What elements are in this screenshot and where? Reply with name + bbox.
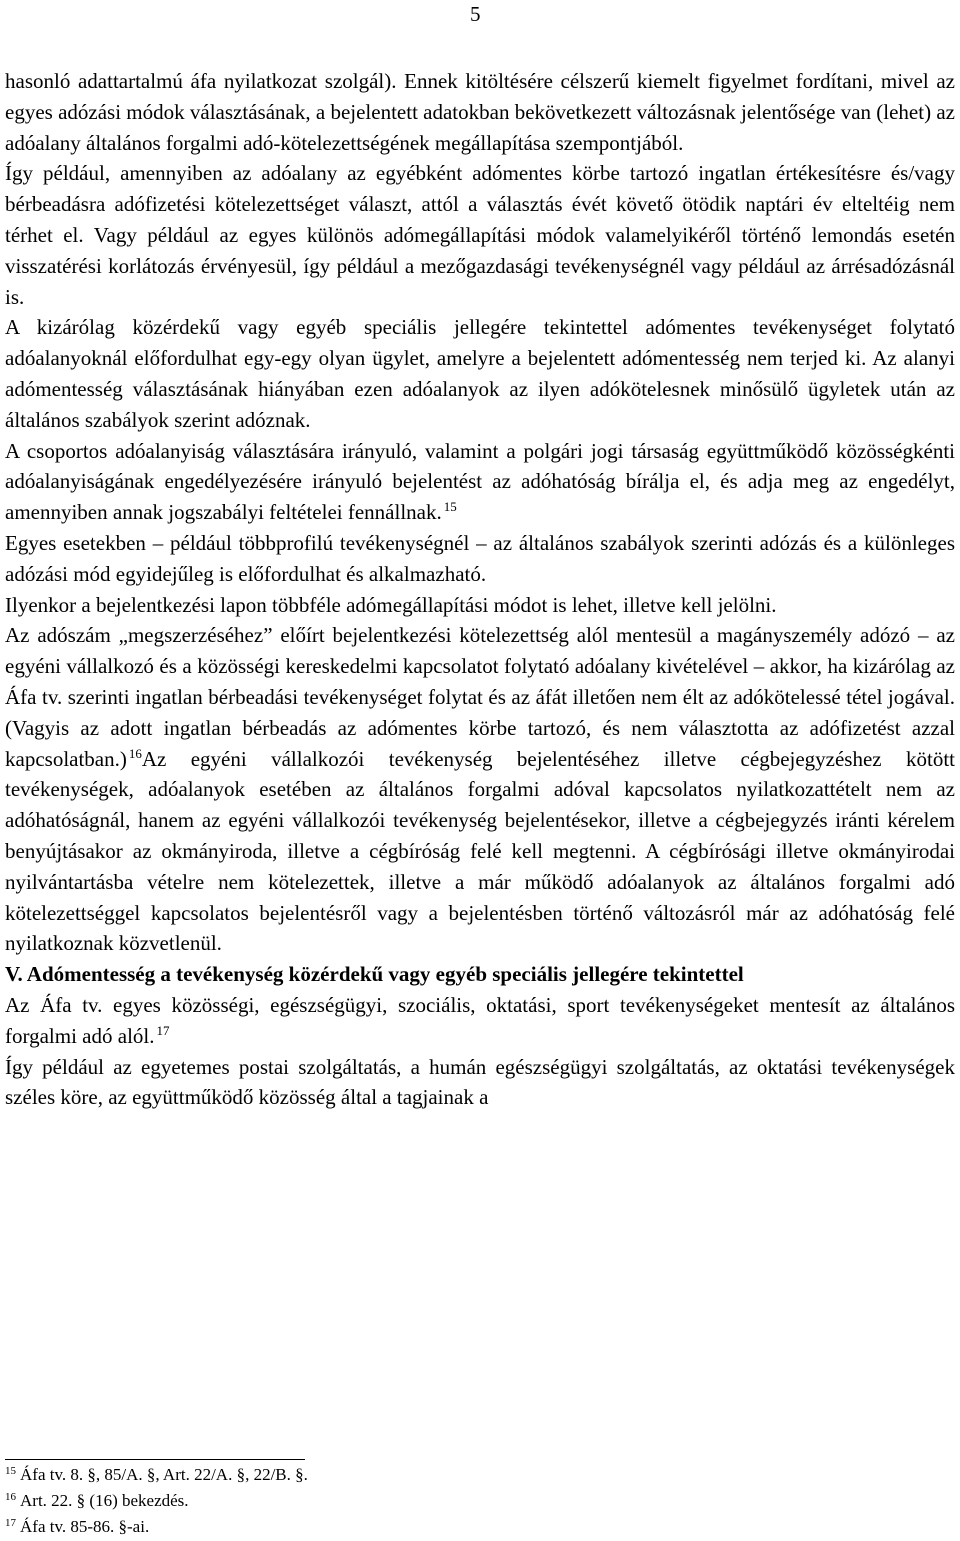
- section-heading: V. Adómentesség a tevékenység közérdekű vagy egyéb speciális jellegére tekintettel: [5, 962, 744, 987]
- paragraph: [5, 590, 955, 621]
- paragraph-text: Az egyéni vállalkozói tevékenység bejelentéséhez illetve cégbejegyzéshez kötött tevékenységek, adóalanyok esetében az általános forgalmi adóval kapcsolatos nyilatkozattételt nem az adóhatóságnál, hanem az egyéni vállalkozói tevékenység bejelentésekor, illetve a cégbejegyzés iránti kérelem benyújtásakor az okmányiroda, illetve a cégbíróság felé kell megtenni. A cégbírósági illetve okmányirodai nyilvántartásba vételre nem kötelezettek, illetve a már működő adóalanyok az általános forgalmi adó kötelezettséggel kapcsolatos bejelentésről vagy a bejelentésben történő változásról már az adóhatóság felé nyilatkoznak közvetlenül.: [5, 746, 955, 956]
- paragraph-text: hasonló adattartalmú áfa nyilatkozat szolgál). Ennek kitöltésére célszerű kiemelt figyelmet fordítani, mivel az egyes adózási módok választásának, a bejelentett adatokban bekövetkezett változásnak jelentősége van (lehet) az adóalany általános forgalmi adó-kötelezettségének megállapítása szempontjából.: [5, 69, 955, 155]
- paragraph-text: Az Áfa tv. egyes közösségi, egészségügyi, szociális, oktatási, sport tevékenységeket mentesít az általános forgalmi adó alól.: [5, 992, 955, 1048]
- footnote-text: Áfa tv. 85-86. §-ai.: [20, 1517, 150, 1536]
- footnote-17: [5, 1515, 905, 1541]
- footnote-ref-16[interactable]: 16: [128, 745, 142, 761]
- paragraph-text: Ilyenkor a bejelentkezési lapon többféle adómegállapítási módot is lehet, illetve kell jelölni.: [5, 592, 777, 617]
- footnote-ref-15[interactable]: 15: [443, 499, 457, 515]
- paragraph-text: A kizárólag közérdekű vagy egyéb speciális jellegére tekintettel adómentes tevékenységet folytató adóalanyoknál előfordulhat egy-egy olyan ügylet, amelyre a bejelentett adómentesség nem terjed ki. Az alanyi adómentesség választásának hiányában ezen adóalanyok az ilyen adókötelesnek minősülő ügyletek után az általános szabályok szerint adóznak.: [5, 315, 955, 432]
- paragraph: [5, 436, 955, 528]
- paragraph-text: Az adószám „megszerzéséhez” előírt bejelentkezési kötelezettség alól mentesül a magányszemély adózó – az egyéni vállalkozó és a közösségi kereskedelmi kapcsolatot folytató adóalany kivételével – akkor, ha kizárólag az Áfa tv. szerinti ingatlan bérbeadási tevékenységet folytat és az áfát illetően nem élt az adókötelessé tétel jogával. (Vagyis az adott ingatlan bérbeadás az adómentes körbe tartozó, és nem választotta az adófizetést azzal kapcsolatban.): [5, 623, 955, 771]
- footnote-divider: [5, 1459, 305, 1460]
- paragraph: [5, 312, 955, 435]
- paragraph-text: Egyes esetekben – például többprofilú tevékenységnél – az általános szabályok szerinti adózás és a különleges adózási mód egyidejűleg is előfordulhat és alkalmazható.: [5, 530, 955, 586]
- footnote-ref-17[interactable]: 17: [156, 1022, 170, 1038]
- footnotes: [5, 1463, 905, 1541]
- footnote-15: [5, 1463, 905, 1489]
- paragraph: [5, 158, 955, 312]
- footnote-number: 17: [5, 1517, 16, 1529]
- paragraph: [5, 620, 955, 959]
- footnote-number: 15: [5, 1465, 16, 1477]
- paragraph: [5, 66, 955, 158]
- paragraph-text: A csoportos adóalanyiság választására irányuló, valamint a polgári jogi társaság együttműködő közösségkénti adóalanyiságának engedélyezésére irányuló bejelentést az adóhatóság bírálja el, és adja meg az engedélyt, amennyiben annak jogszabályi feltételei fennállnak.: [5, 438, 955, 525]
- paragraph: [5, 1052, 955, 1114]
- footnote-number: 16: [5, 1491, 16, 1503]
- footnote-text: Art. 22. § (16) bekezdés.: [20, 1491, 189, 1510]
- paragraph: [5, 528, 955, 590]
- paragraph-text: Így például az egyetemes postai szolgáltatás, a humán egészségügyi szolgáltatás, az oktatási tevékenységek széles köre, az együttműködő közösség által a tagjainak a: [5, 1054, 955, 1110]
- paragraph: [5, 990, 955, 1052]
- footnote-text: Áfa tv. 8. §, 85/A. §, Art. 22/A. §, 22/B. §.: [20, 1465, 308, 1484]
- body-text: [5, 66, 955, 1113]
- paragraph-text: Így például, amennyiben az adóalany az egyébként adómentes körbe tartozó ingatlan értékesítésre és/vagy bérbeadásra adófizetési kötelezettséget választ, attól a választás évét követő ötödik naptári év elteltéig nem térhet el. Vagy például az egyes különös adómegállapítási módok valamelyikéről történő lemondás esetén visszatérési korlátozás érvényesül, így például a mezőgazdasági tevékenységnél vagy például az árrésadózásnál is.: [5, 161, 955, 309]
- footnote-16: [5, 1489, 905, 1515]
- page-number: 5: [470, 2, 481, 26]
